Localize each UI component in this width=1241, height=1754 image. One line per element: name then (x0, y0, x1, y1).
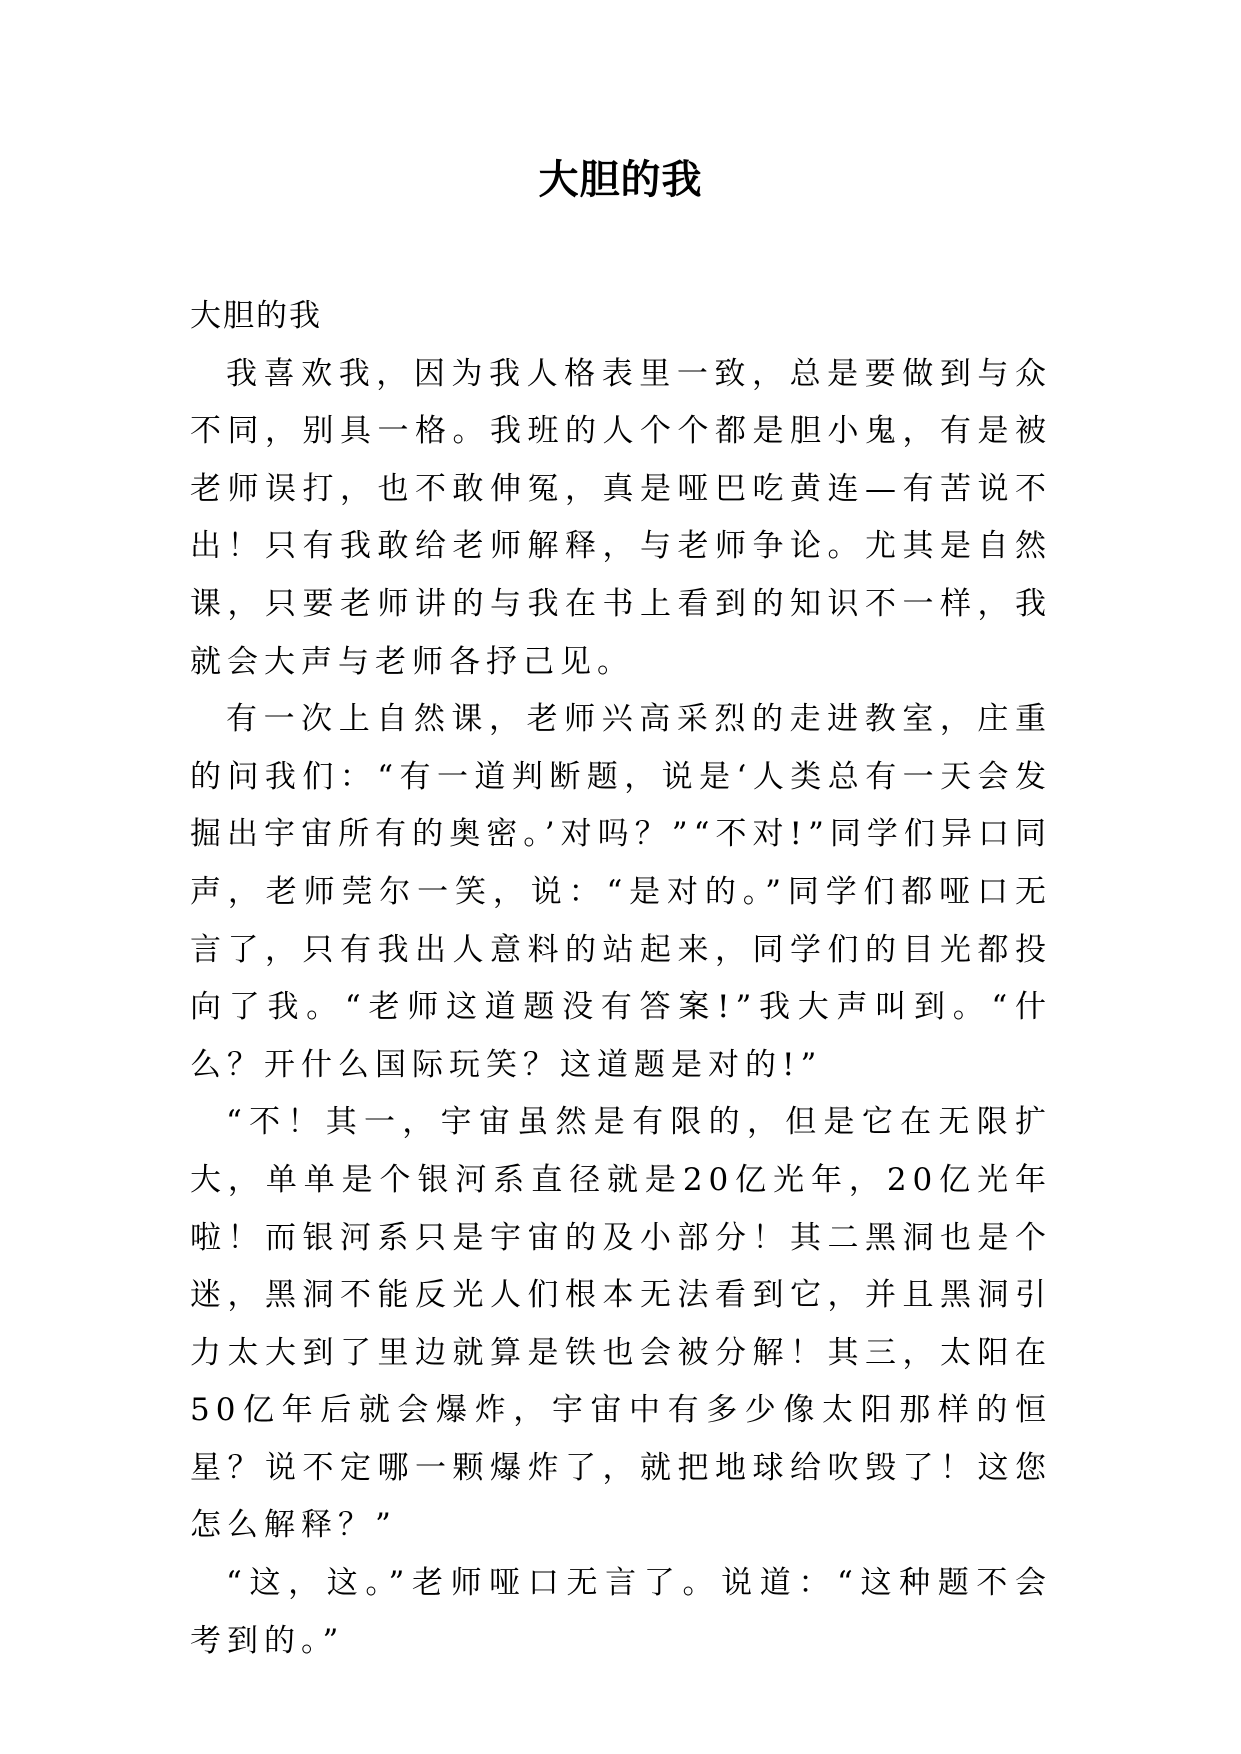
document-body (190, 288, 1052, 1670)
paragraph-4: “这，这。”老师哑口无言了。说道：“这种题不会考到的。” (190, 1565, 1052, 1659)
subtitle-line: 大胆的我 (190, 298, 322, 334)
paragraph-1: 我喜欢我，因为我人格表里一致，总是要做到与众不同，别具一格。我班的人个个都是胆小鬼，有是被老师误打，也不敢伸冤，真是哑巴吃黄连—有苦说不出！只有我敢给老师解释，与老师争论。尤其是自然课，只要老师讲的与我在书上看到的知识不一样，我就会大声与老师各抒己见。 (190, 355, 1052, 680)
paragraph-2: 有一次上自然课，老师兴高采烈的走进教室，庄重的问我们：“有一道判断题，说是‘人类总有一天会发掘出宇宙所有的奥密。’对吗？”“不对!”同学们异口同声，老师莞尔一笑，说：“是对的。”同学们都哑口无言了，只有我出人意料的站起来，同学们的目光都投向了我。“老师这道题没有答案!”我大声叫到。“什么？开什么国际玩笑？这道题是对的!” (190, 701, 1052, 1083)
paragraph-3: “不！其一，宇宙虽然是有限的，但是它在无限扩大，单单是个银河系直径就是20亿光年，20亿光年啦！而银河系只是宇宙的及小部分！其二黑洞也是个迷，黑洞不能反光人们根本无法看到它，并且黑洞引力太大到了里边就算是铁也会被分解！其三，太阳在50亿年后就会爆炸，宇宙中有多少像太阳那样的恒星？说不定哪一颗爆炸了，就把地球给吹毁了！这您怎么解释？” (190, 1104, 1052, 1544)
page-title: 大胆的我 (538, 157, 703, 203)
